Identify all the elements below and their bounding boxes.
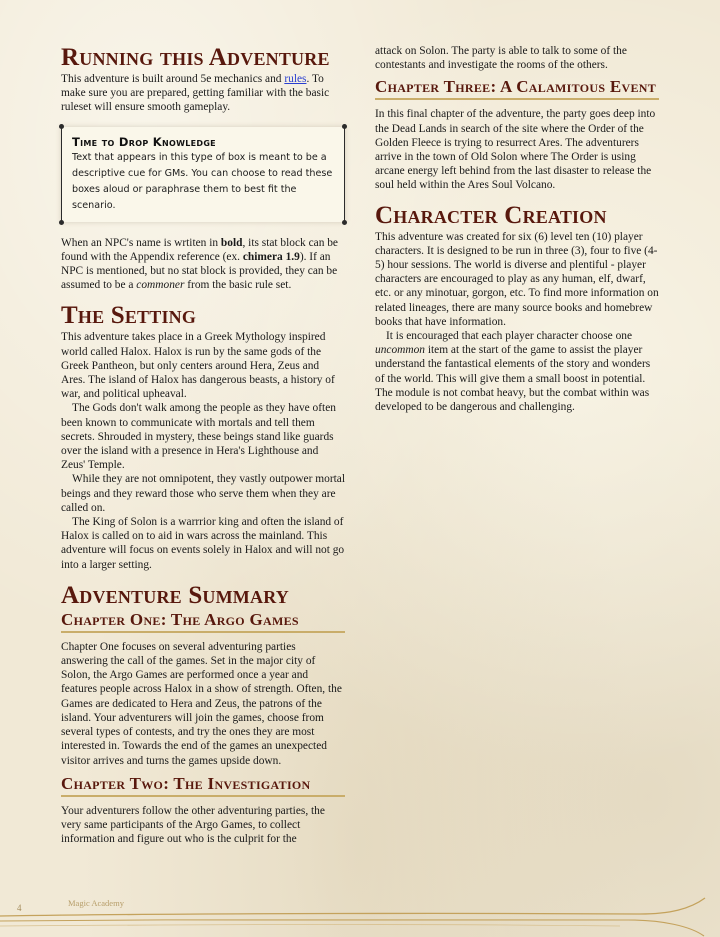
chapter-two-text: Your adventurers follow the other adventuring parties, the very same participants of the Argo Games, to collect information and figure out who is the culprit for the	[61, 804, 325, 846]
note-body: Text that appears in this type of box is meant to be a descriptive cue for GMs. You can choose to read these boxes aloud or paraphrase them to best fit the scenario.	[72, 151, 333, 211]
character-paragraph-1: This adventure was created for six (6) level ten (10) player characters. It is designed to be run in three (3), four to five (4-5) hour sessions. The world is diverse and plentiful - player characters are encouraged to play as any human, elf, dwarf, etc. or any minotuar, gorgon, etc. To find more information on related lineages, there are many source books and homebrew books that have information.	[375, 230, 659, 328]
setting-paragraph-2: The Gods don't walk among the people as they have often been known to communicate with mortals and tell them secrets. Shrouded in mystery, these beings stand like guards over the island with a presence in Hera's Lighthouse and Zeus' Temple.	[61, 402, 336, 472]
note-corner-dot	[59, 124, 64, 129]
character-text-end: item at the start of the game to assist the player understand the fantastical elements of the story and wonders of the world. This will give them a small boost in potential. The module is not combat heavy, but the combat within was developed to be dangerous and challenging.	[375, 344, 651, 414]
chapter-three-heading: Chapter Three: A Calamitous Event	[375, 77, 659, 100]
uncommon-italic: uncommon	[375, 344, 425, 357]
npc-text-1: When an NPC's name is wrtiten in	[61, 236, 221, 249]
chapter-one-heading: Chapter One: The Argo Games	[61, 610, 345, 633]
npc-bold-word: bold	[220, 236, 243, 249]
left-column	[61, 44, 345, 846]
summary-heading: Adventure Summary	[61, 581, 289, 609]
npc-italic-word: commoner	[136, 279, 185, 292]
npc-text-3: ). If an NPC is mentioned, but no stat block is provided, they can be assumed to be a	[61, 250, 338, 292]
character-paragraph-2	[375, 329, 659, 414]
right-column	[375, 44, 659, 414]
chapter-two-continued: attack on Solon. The party is able to talk to some of the contestants and investigate the rooms of the others.	[375, 45, 627, 72]
npc-paragraph	[61, 236, 345, 293]
intro-text-end: . To make sure you are prepared, getting familiar with the basic ruleset will ensure smooth gameplay.	[61, 73, 330, 114]
character-text-start: It is encouraged that each player character choose one	[386, 330, 633, 343]
setting-heading: The Setting	[61, 302, 197, 330]
setting-paragraph-1: This adventure takes place in a Greek Mythology inspired world called Halox. Halox is run by the same gods of the Greek Pantheon, but only centers around Hera, Zeus and Ares. The island of Halox has dangerous beasts, a history of war, and political upheaval.	[61, 331, 335, 401]
chapter-one-text: Chapter One focuses on several adventuring parties answering the call of the games. Set in the major city of Solon, the Argo Games are performed once a year and features people across Halox in a show of strength. Often, the Games are dedicated to Hera and Zeus, the patrons of the island. Your adventurers will join the games, choose from several types of contests, and try the ones they are most interested in. Towards the end of the games an unexpected visitor arrives and turns the games upside down.	[61, 640, 342, 767]
chapter-two-heading: Chapter Two: The Investigation	[61, 774, 345, 797]
npc-text-4: from the basic rule set.	[184, 279, 292, 292]
npc-text-2: , its stat block can be found with the Appendix reference (ex.	[61, 236, 338, 263]
note-corner-dot	[342, 124, 347, 129]
note-corner-dot	[342, 220, 347, 225]
running-adventure-heading: Running this Adventure	[61, 44, 330, 71]
setting-paragraph-4: The King of Solon is a warrrior king and often the island of Halox is called on to aid in wars across the mainland. This adventure will focus on events solely in Halox and will not go into a larger setting.	[61, 516, 345, 571]
rules-link[interactable]: rules	[284, 73, 307, 85]
chapter-three-text: In this final chapter of the adventure, the party goes deep into the Dead Lands in search of the site where the Order of the Golden Fleece is trying to resurrect Ares. The adventurers arrive in the town of Old Solon where The Order is using arcane energy left behind from the last disaster to release the soul held within the Ares Soul Volcano.	[375, 108, 656, 192]
note-corner-dot	[59, 220, 64, 225]
npc-example: chimera 1.9	[242, 250, 300, 263]
footer-title: Magic Academy	[68, 898, 124, 908]
note-title: Time to Drop Knowledge	[72, 134, 216, 149]
running-intro-paragraph	[61, 72, 345, 115]
gm-note-box	[61, 127, 345, 222]
setting-paragraph-3: While they are not omnipotent, they vastly outpower mortal beings and they reward those who serve them when they are called on.	[61, 473, 345, 514]
page-number: 4	[17, 903, 22, 913]
intro-text-start: This adventure is built around 5e mechanics and	[61, 73, 285, 85]
character-creation-heading: Character Creation	[375, 201, 607, 229]
